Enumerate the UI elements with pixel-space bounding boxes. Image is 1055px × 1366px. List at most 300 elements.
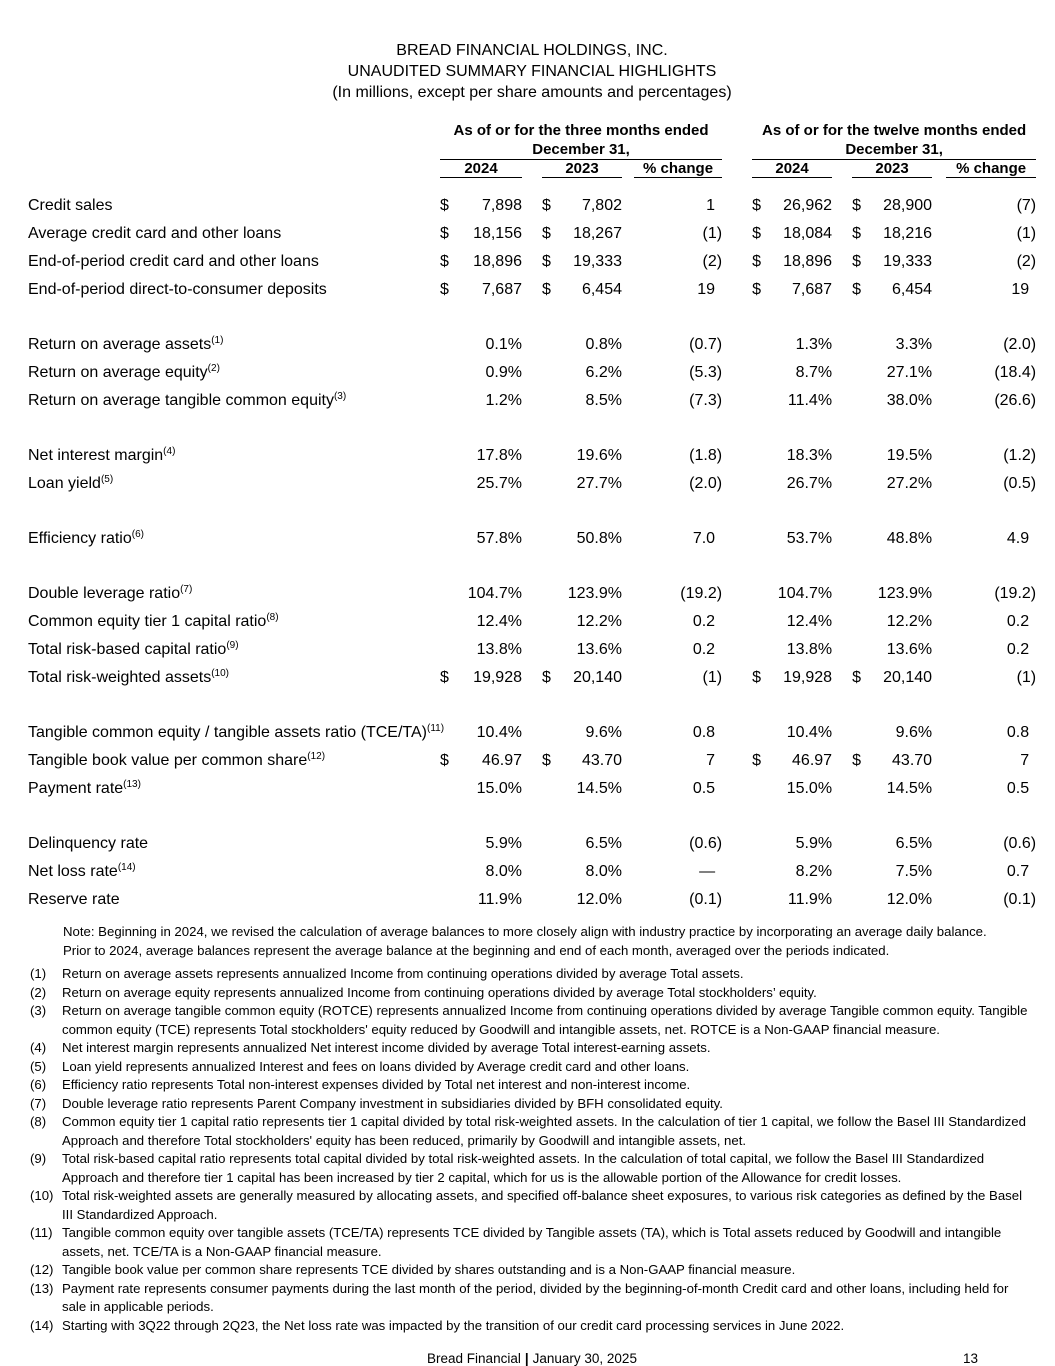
dollar-sign: $ — [752, 197, 761, 214]
q-2024-value: 25.7% — [476, 475, 522, 492]
row-label: Tangible common equity / tangible assets ratio $(TCE/TA)^{(11)}$ — [28, 723, 445, 741]
y-change-value: (1.2) — [1003, 447, 1037, 464]
q-change-value: (19.2) — [680, 585, 723, 602]
table-row — [28, 276, 1036, 304]
y-change-value: (0.5) — [1003, 475, 1037, 492]
y-2024-value: 18,896 — [783, 253, 833, 270]
footnote — [28, 984, 1036, 1003]
dollar-sign — [852, 858, 872, 886]
q-2023-value: 0.8% — [585, 336, 622, 353]
dollar-sign — [752, 525, 772, 553]
y-2024-value: 15.0% — [786, 780, 833, 797]
dollar-sign: $ — [852, 197, 861, 214]
footnote — [28, 965, 1036, 984]
q-change-value: (0.1) — [689, 891, 723, 908]
q-2023-value: 50.8% — [576, 530, 622, 547]
footnote-ref: (10) — [211, 668, 229, 679]
dollar-sign: $ — [440, 281, 449, 298]
footnote-text: Total risk-based capital ratio represents total capital divided by total risk-weighted assets. In the calculation of total capital, we follow the Basel III Standardized Approach and therefore tier 1 capital has been increased by tier 2 capital, which for us is the allowable portion of the Allowance for credit losses. — [62, 1151, 985, 1185]
q-2024-value: 46.97 — [481, 752, 522, 769]
page-footer — [28, 1351, 1036, 1366]
dollar-sign: $ — [440, 225, 449, 242]
footnote — [28, 1261, 1036, 1280]
dollar-sign — [752, 608, 772, 636]
footnote — [28, 1113, 1036, 1150]
q-change-value: 7.0 — [692, 530, 716, 547]
dollar-sign: $ — [852, 281, 861, 298]
y-2024-value: 7,687 — [792, 281, 833, 298]
q-change-value: 19 — [697, 281, 716, 298]
dollar-sign — [542, 331, 562, 359]
dollar-sign — [852, 719, 872, 747]
y-2024-value: 26.7% — [786, 475, 833, 492]
dollar-sign — [752, 719, 772, 747]
footnote-ref: (8) — [266, 612, 279, 623]
q-change-value: — — [699, 863, 716, 880]
y-2024-value: 18,084 — [783, 225, 833, 242]
q-2024-value: 13.8% — [476, 641, 522, 658]
q-2023-value: 6.2% — [585, 364, 622, 381]
y-change-value: (0.1) — [1003, 891, 1037, 908]
page-number: 13 — [962, 1351, 978, 1366]
footnotes-list — [28, 965, 1036, 1335]
table-row — [28, 220, 1036, 248]
q-2023-header: 2023 — [542, 160, 622, 178]
dollar-sign — [440, 608, 460, 636]
footnote — [28, 1095, 1036, 1114]
row-label: Total risk-weighted assets$^{(10)}$ — [28, 668, 229, 686]
y-change-value: (19.2) — [994, 585, 1037, 602]
q-2024-value: 17.8% — [476, 447, 522, 464]
q-2024-value: 1.2% — [485, 392, 522, 409]
y-2023-value: 13.6% — [886, 641, 933, 658]
footnote — [28, 1150, 1036, 1187]
table-row — [28, 858, 1036, 886]
dollar-sign — [440, 442, 460, 470]
q-2023-value: 18,267 — [573, 225, 622, 242]
dollar-sign: $ — [542, 669, 551, 686]
footnote-number: (11) — [30, 1225, 53, 1240]
footnote-text: Efficiency ratio represents Total non-interest expenses divided by Total net interest and non-interest income. — [62, 1077, 691, 1092]
row-label: Total risk-based capital ratio$^{(9)}$ — [28, 640, 239, 658]
y-change-value: 0.2 — [1006, 641, 1030, 658]
y-2023-value: 6.5% — [895, 835, 933, 852]
y-2024-header: 2024 — [752, 160, 832, 178]
footnote-ref: (14) — [117, 862, 136, 873]
y-change-value: (2.0) — [1003, 336, 1037, 353]
y-change-value: (18.4) — [994, 364, 1037, 381]
dollar-sign — [852, 830, 872, 858]
footnote-ref: (5) — [100, 474, 114, 485]
y-2023-value: 7.5% — [895, 863, 933, 880]
y-change-value: (1) — [1016, 225, 1037, 242]
dollar-sign — [440, 775, 460, 803]
y-2023-value: 20,140 — [883, 669, 933, 686]
q-2023-value: 43.70 — [581, 752, 622, 769]
q-change-value: (0.6) — [689, 835, 723, 852]
q-change-value: 0.2 — [692, 613, 716, 630]
q-2023-value: 20,140 — [573, 669, 622, 686]
dollar-sign — [852, 608, 872, 636]
y-change-header: % change — [946, 160, 1036, 178]
title-block — [28, 40, 1036, 103]
dollar-sign — [542, 830, 562, 858]
footnote — [28, 1039, 1036, 1058]
dollar-sign — [852, 525, 872, 553]
q-2024-value: 0.9% — [485, 364, 522, 381]
dollar-sign — [752, 858, 772, 886]
y-2023-value: 12.2% — [886, 613, 933, 630]
dollar-sign: $ — [852, 752, 861, 769]
q-change-value: (0.7) — [689, 336, 723, 353]
dollar-sign — [852, 442, 872, 470]
q-change-value: (7.3) — [689, 392, 723, 409]
footnote-number: (6) — [30, 1077, 47, 1092]
dollar-sign — [752, 470, 772, 498]
footnote-text: Return on average equity represents annualized Income from continuing operations divided by average Total stockholders’ equity. — [62, 984, 817, 1000]
row-label: Return on average assets$^{(1)}$ — [28, 335, 224, 353]
y-2023-value: 28,900 — [883, 197, 933, 214]
dollar-sign — [752, 830, 772, 858]
footnote-number: (8) — [30, 1114, 47, 1129]
dollar-sign: $ — [440, 669, 449, 686]
y-2024-value: 11.9% — [787, 891, 833, 908]
footnote-number: (2) — [30, 984, 47, 1000]
report-title: UNAUDITED SUMMARY FINANCIAL HIGHLIGHTS — [347, 63, 717, 80]
footnote-number: (7) — [30, 1095, 47, 1111]
dollar-sign — [752, 580, 772, 608]
y-2023-value: 3.3% — [895, 336, 933, 353]
q-2023-value: 19.6% — [576, 447, 622, 464]
footnote-ref: (13) — [123, 779, 141, 790]
dollar-sign: $ — [752, 752, 761, 769]
dollar-sign: $ — [852, 225, 861, 242]
dollar-sign — [542, 636, 562, 664]
q-2024-value: 5.9% — [485, 835, 522, 852]
dollar-sign: $ — [440, 752, 449, 769]
row-label: Reserve rate — [28, 891, 120, 908]
y-2023-value: 18,216 — [883, 225, 933, 242]
table-row — [28, 775, 1036, 803]
row-label: Credit sales — [28, 197, 113, 214]
dollar-sign — [440, 359, 460, 387]
dollar-sign — [752, 775, 772, 803]
footnote-number: (5) — [30, 1058, 47, 1074]
footnote-number: (13) — [30, 1280, 54, 1296]
footnote-number: (14) — [30, 1317, 54, 1333]
q-2023-value: 12.0% — [576, 891, 622, 908]
q-2023-value: 27.7% — [576, 475, 622, 492]
q-2024-value: 8.0% — [485, 863, 522, 880]
dollar-sign — [440, 331, 460, 359]
y-2023-value: 27.2% — [886, 475, 933, 492]
footnote-ref: (9) — [226, 640, 239, 651]
row-label: Net loss rate$^{(14)}$ — [28, 862, 136, 880]
y-2023-value: 48.8% — [886, 530, 933, 547]
financial-highlights-table — [28, 121, 1036, 914]
table-row — [28, 442, 1036, 470]
y-2023-value: 43.70 — [892, 752, 933, 769]
table-row — [28, 331, 1036, 359]
dollar-sign: $ — [752, 669, 761, 686]
row-label: Common equity tier 1 capital ratio$^{(8)}$ — [28, 612, 279, 630]
y-2024-value: 5.9% — [795, 835, 833, 852]
dollar-sign: $ — [852, 253, 861, 270]
dollar-sign — [440, 830, 460, 858]
table-row — [28, 664, 1036, 692]
table-row — [28, 830, 1036, 858]
footnote-text: Double leverage ratio represents Parent Company investment in subsidiaries divided by BFH consolidated equity. — [62, 1095, 723, 1111]
dollar-sign — [440, 470, 460, 498]
table-row — [28, 580, 1036, 608]
footnote — [28, 1076, 1036, 1095]
dollar-sign — [542, 470, 562, 498]
dollar-sign — [852, 359, 872, 387]
footnote — [28, 1187, 1036, 1224]
y-2023-value: 14.5% — [886, 780, 933, 797]
footnote — [28, 1002, 1036, 1039]
dollar-sign — [542, 525, 562, 553]
q-change-header: % change — [634, 160, 722, 178]
q-change-value: (5.3) — [689, 364, 723, 381]
q-change-value: 0.8 — [692, 724, 716, 741]
dollar-sign — [852, 387, 872, 415]
dollar-sign — [542, 719, 562, 747]
dollar-sign — [852, 331, 872, 359]
q-2024-value: 7,687 — [481, 281, 522, 298]
row-label: Average credit card and other loans — [28, 225, 282, 242]
y-2023-value: 19.5% — [886, 447, 933, 464]
company-name: BREAD FINANCIAL HOLDINGS, INC. — [396, 42, 668, 59]
q-2023-value: 7,802 — [581, 197, 622, 214]
row-label: Double leverage ratio$^{(7)}$ — [28, 584, 193, 602]
q-change-value: 0.5 — [692, 780, 716, 797]
dollar-sign — [542, 387, 562, 415]
footnote-ref: (1) — [211, 335, 224, 346]
table-row — [28, 387, 1036, 415]
y-change-value: (2) — [1016, 253, 1037, 270]
footnote-ref: (11) — [426, 723, 445, 734]
y-2023-value: 6,454 — [892, 281, 933, 298]
q-2023-value: 6,454 — [581, 281, 622, 298]
average-balance-note: Note: Beginning in 2024, we revised the calculation of average balances to more closely align with industry practice by incorporating an average daily balance. Prior to 2024, average balances represent the average balance at the beginning and end of each month, averaged over the periods indicated. — [63, 924, 987, 958]
q-2023-value: 14.5% — [576, 780, 622, 797]
y-change-value: 7 — [1020, 752, 1030, 769]
footnote-ref: (2) — [207, 363, 220, 374]
table-row — [28, 192, 1036, 220]
y-change-value: 19 — [1011, 281, 1030, 298]
q-2023-value: 8.5% — [585, 392, 622, 409]
footnote-number: (3) — [30, 1003, 47, 1018]
footer-date: January 30, 2025 — [532, 1351, 637, 1366]
y-2024-value: 8.2% — [795, 863, 833, 880]
footnote — [28, 1224, 1036, 1261]
dollar-sign — [852, 886, 872, 914]
y-change-value: 0.7 — [1006, 863, 1030, 880]
q-2024-value: 11.9% — [477, 891, 522, 908]
q-change-value: (1.8) — [689, 447, 723, 464]
footer-separator: | — [524, 1351, 529, 1366]
three-months-group-header: As of or for the three months ended December 31, — [440, 121, 722, 160]
y-change-value: (1) — [1016, 669, 1037, 686]
dollar-sign — [542, 775, 562, 803]
y-2024-value: 1.3% — [795, 336, 833, 353]
y-2024-value: 19,928 — [783, 669, 833, 686]
q-change-value: (2) — [702, 253, 723, 270]
table-row — [28, 886, 1036, 914]
footnote-number: (9) — [30, 1151, 47, 1166]
row-label: End-of-period direct-to-consumer deposits — [28, 281, 327, 298]
dollar-sign: $ — [752, 253, 761, 270]
table-row — [28, 525, 1036, 553]
y-2023-value: 9.6% — [895, 724, 933, 741]
dollar-sign — [440, 858, 460, 886]
dollar-sign: $ — [852, 669, 861, 686]
table-row — [28, 608, 1036, 636]
dollar-sign — [440, 387, 460, 415]
dollar-sign: $ — [440, 197, 449, 214]
footnote — [28, 1317, 1036, 1336]
q-2024-value: 7,898 — [481, 197, 522, 214]
y-2023-value: 123.9% — [877, 585, 933, 602]
dollar-sign: $ — [542, 197, 551, 214]
footnote-number: (12) — [30, 1262, 54, 1277]
q-2023-value: 12.2% — [576, 613, 622, 630]
footnote-text: Net interest margin represents annualized Net interest income divided by average Total interest-earning assets. — [62, 1040, 711, 1055]
dollar-sign — [542, 359, 562, 387]
q-2023-value: 6.5% — [585, 835, 622, 852]
dollar-sign — [542, 886, 562, 914]
row-label: Delinquency rate — [28, 835, 149, 852]
y-2023-value: 27.1% — [886, 364, 933, 381]
q-change-value: 0.2 — [692, 641, 716, 658]
units-note: (In millions, except per share amounts and percentages) — [332, 84, 732, 101]
dollar-sign — [752, 359, 772, 387]
footnote-text: Starting with 3Q22 through 2Q23, the Net loss rate was impacted by the transition of our credit card processing services in June 2022. — [62, 1317, 845, 1333]
dollar-sign: $ — [542, 253, 551, 270]
footnote-ref: (3) — [333, 391, 347, 402]
dollar-sign — [752, 442, 772, 470]
q-2023-value: 19,333 — [573, 253, 622, 270]
y-2023-value: 38.0% — [886, 392, 933, 409]
dollar-sign: $ — [440, 253, 449, 270]
q-2024-value: 19,928 — [473, 669, 522, 686]
dollar-sign — [440, 636, 460, 664]
table-row — [28, 248, 1036, 276]
y-2024-value: 46.97 — [792, 752, 833, 769]
row-label: Return on average equity$^{(2)}$ — [28, 363, 220, 381]
footnote-ref: (4) — [163, 446, 176, 457]
dollar-sign — [542, 580, 562, 608]
y-2024-value: 13.8% — [786, 641, 833, 658]
table-row — [28, 747, 1036, 775]
dollar-sign — [852, 580, 872, 608]
q-2023-value: 13.6% — [576, 641, 622, 658]
y-2024-value: 104.7% — [777, 585, 833, 602]
dollar-sign — [752, 636, 772, 664]
footnote-ref: (6) — [131, 529, 144, 540]
row-label: Loan yield$^{(5)}$ — [28, 474, 114, 492]
q-2024-value: 57.8% — [476, 530, 522, 547]
q-change-value: (1) — [702, 669, 723, 686]
row-label: Efficiency ratio$^{(6)}$ — [28, 529, 144, 547]
row-label: Net interest margin$^{(4)}$ — [28, 446, 176, 464]
dollar-sign: $ — [752, 281, 761, 298]
y-change-value: 4.9 — [1006, 530, 1030, 547]
dollar-sign — [542, 858, 562, 886]
table-row — [28, 470, 1036, 498]
dollar-sign — [752, 886, 772, 914]
q-change-value: 7 — [706, 752, 716, 769]
y-2023-value: 12.0% — [886, 891, 933, 908]
footnote-text: Tangible common equity over tangible assets (TCE/TA) represents TCE divided by Tangible assets (TA), which is Total assets reduced by Goodwill and intangible assets, net. TCE/TA is a Non-GAAP financial measure. — [62, 1225, 1002, 1259]
y-2024-value: 11.4% — [787, 392, 833, 409]
y-change-value: 0.8 — [1006, 724, 1030, 741]
dollar-sign: $ — [542, 752, 551, 769]
dollar-sign — [440, 525, 460, 553]
footnote-number: (10) — [30, 1188, 54, 1203]
footnote-number: (4) — [30, 1040, 47, 1055]
q-change-value: 1 — [706, 197, 716, 214]
y-change-value: (7) — [1016, 197, 1037, 214]
y-change-value: 0.5 — [1006, 780, 1030, 797]
dollar-sign — [852, 470, 872, 498]
footnote — [28, 1058, 1036, 1077]
dollar-sign: $ — [542, 225, 551, 242]
dollar-sign — [852, 775, 872, 803]
footnote-text: Payment rate represents consumer payments during the last month of the period, divided by the beginning-of-month Credit card and other loans, including held for sale in applicable periods. — [62, 1280, 1009, 1314]
footnote-text: Tangible book value per common share represents TCE divided by shares outstanding and is a Non-GAAP financial measure. — [62, 1262, 796, 1277]
y-2024-value: 26,962 — [783, 197, 833, 214]
footnote-text: Return on average tangible common equity (ROTCE) represents annualized Income from continuing operations divided by average Tangible common equity. Tangible common equity (TCE) represents Total stockholders' equity reduced by Goodwill and intangible assets, net. ROTCE is a Non-GAAP financial measure. — [62, 1003, 1028, 1037]
dollar-sign — [440, 886, 460, 914]
footnote — [28, 1280, 1036, 1317]
q-2023-value: 8.0% — [585, 863, 622, 880]
footnote-ref: (7) — [180, 584, 193, 595]
q-change-value: (2.0) — [689, 475, 723, 492]
footnote-ref: (12) — [307, 751, 326, 762]
footnote-text: Common equity tier 1 capital ratio represents tier 1 capital divided by total risk-weighted assets. In the calculation of tier 1 capital, we follow the Basel III Standardized Approach and therefore Total stockholders' equity has been reduced, primarily by Goodwill and intangible assets, net. — [62, 1114, 1026, 1148]
y-2023-header: 2023 — [852, 160, 932, 178]
row-label: Payment rate$^{(13)}$ — [28, 779, 141, 797]
q-2024-value: 18,896 — [473, 253, 522, 270]
dollar-sign — [852, 636, 872, 664]
dollar-sign — [440, 580, 460, 608]
y-2024-value: 12.4% — [786, 613, 833, 630]
row-label: Tangible book value per common share$^{(12)}$ — [28, 751, 326, 769]
y-2023-value: 19,333 — [883, 253, 933, 270]
q-change-value: (1) — [702, 225, 723, 242]
dollar-sign — [752, 331, 772, 359]
dollar-sign — [542, 442, 562, 470]
table-row — [28, 719, 1036, 747]
footnote-text: Total risk-weighted assets are generally measured by allocating assets, and specified off-balance sheet exposures, to various risk categories as defined by the Basel III Standardized Approach. — [62, 1188, 1023, 1222]
table-row — [28, 636, 1036, 664]
dollar-sign: $ — [752, 225, 761, 242]
twelve-months-group-header: As of or for the twelve months ended December 31, — [752, 121, 1036, 160]
y-change-value: 0.2 — [1006, 613, 1030, 630]
footnote-text: Loan yield represents annualized Interest and fees on loans divided by Average credit card and other loans. — [62, 1058, 690, 1074]
footer-brand: Bread Financial — [427, 1351, 521, 1366]
q-2024-value: 10.4% — [476, 724, 522, 741]
dollar-sign — [752, 387, 772, 415]
table-row — [28, 359, 1036, 387]
y-2024-value: 8.7% — [795, 364, 833, 381]
y-2024-value: 18.3% — [786, 447, 833, 464]
q-2023-value: 9.6% — [585, 724, 622, 741]
y-change-value: (0.6) — [1003, 835, 1037, 852]
row-label: End-of-period credit card and other loans — [28, 253, 319, 270]
